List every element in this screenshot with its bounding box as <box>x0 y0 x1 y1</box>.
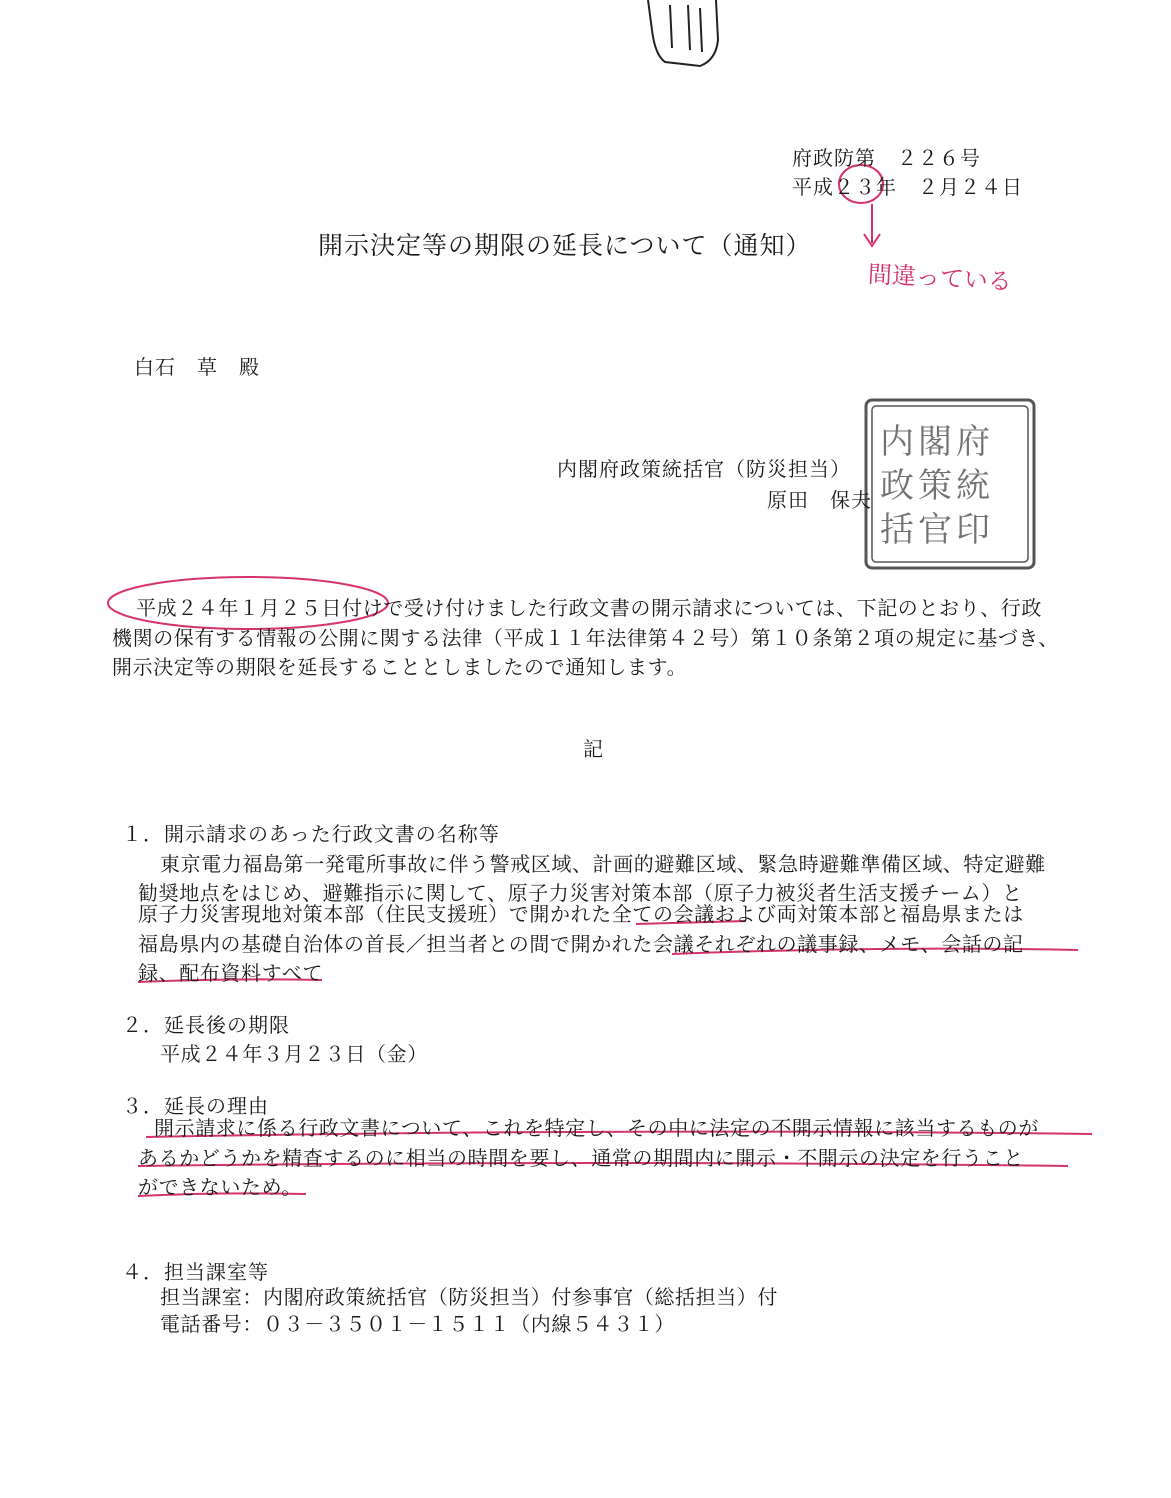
item-1-heading: １．開示請求のあった行政文書の名称等 <box>122 822 500 846</box>
item-2-line-1: 平成２４年３月２３日（金） <box>160 1042 428 1066</box>
page-title: 開示決定等の期限の延長について（通知） <box>318 231 812 260</box>
item-1-line-2: 勧奨地点をはじめ、避難指示に関して、原子力災害対策本部（原子力被災者生活支援チーム）と <box>138 881 1023 905</box>
intro-line-2: 機関の保有する情報の公開に関する法律（平成１１年法律第４２号）第１０条第２項の規定に基づき、 <box>112 626 1059 650</box>
sender-office: 内閣府政策統括官（防災担当） <box>557 457 851 481</box>
item-4-heading: ４．担当課室等 <box>122 1260 269 1284</box>
item-4-line-2: 電話番号：０３－３５０１－１５１１（内線５４３１） <box>160 1312 675 1336</box>
item-3-line-3: ができないため。 <box>138 1175 302 1199</box>
doc-date: 平成２３年 ２月２４日 <box>792 175 1023 199</box>
recipient: 白石 草 殿 <box>134 355 260 379</box>
item-3-line-1: 開示請求に係る行政文書について、これを特定し、その中に法定の不開示情報に該当するものが <box>154 1116 1039 1140</box>
item-1-line-3: 原子力災害現地対策本部（住民支援班）で開かれた全ての会議および両対策本部と福島県または <box>138 902 1024 926</box>
ki-mark: 記 <box>583 737 604 761</box>
item-1-line-5: 録、配布資料すべて <box>138 961 323 985</box>
doc-number: 府政防第 ２２６号 <box>792 146 981 170</box>
sender-name: 原田 保夫 <box>767 488 872 512</box>
item-2-heading: ２．延長後の期限 <box>122 1013 290 1037</box>
item-3-heading: ３．延長の理由 <box>122 1094 269 1118</box>
handwritten-note: 間違っている <box>867 260 1013 296</box>
seal-text: 内閣府政策統括官印 <box>880 422 994 550</box>
item-1-line-4: 福島県内の基礎自治体の首長／担当者との間で開かれた会議それぞれの議事録、メモ、会話の記 <box>138 932 1024 956</box>
item-3-line-2: あるかどうかを精査するのに相当の時間を要し、通常の期間内に開示・不開示の決定を行うこと <box>138 1146 1024 1170</box>
item-1-line-1: 東京電力福島第一発電所事故に伴う警戒区域、計画的避難区域、緊急時避難準備区域、特定避難 <box>160 852 1046 876</box>
item-4-line-1: 担当課室：内閣府政策統括官（防災担当）付参事官（総括担当）付 <box>160 1285 778 1309</box>
intro-line-1: 平成２４年１月２５日付けで受け付けました行政文書の開示請求については、下記のとおり、行政 <box>136 596 1042 620</box>
intro-line-3: 開示決定等の期限を延長することとしましたので通知します。 <box>112 655 688 679</box>
top-scribble <box>648 0 718 66</box>
arrow-mark <box>864 204 880 246</box>
